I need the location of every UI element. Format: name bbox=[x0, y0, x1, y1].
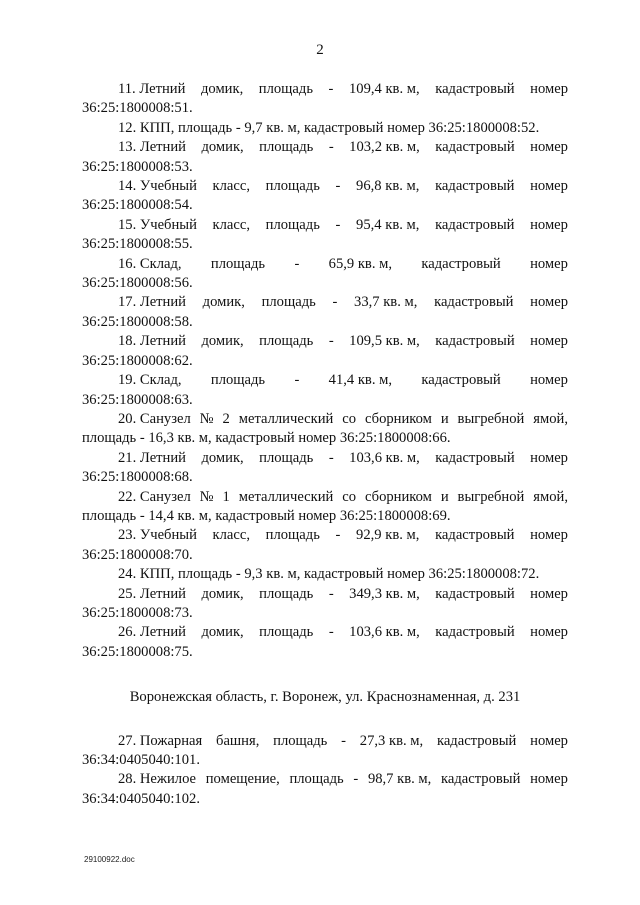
item-continuation: 36:25:1800008:55. bbox=[82, 236, 193, 253]
item-word: ямой, bbox=[533, 488, 568, 505]
item-word: 22. Санузел bbox=[118, 488, 191, 505]
item-continuation: площадь - 14,4 кв. м, кадастровый номер 36:25:1800008:69. bbox=[82, 507, 451, 524]
list-item bbox=[82, 732, 568, 771]
item-word: 24. КПП, площадь - 9,3 кв. м, кадастровый номер 36:25:1800008:72. bbox=[118, 566, 540, 583]
item-word: кадастровый bbox=[435, 624, 515, 641]
item-first-line bbox=[82, 526, 568, 545]
item-word: кадастровый bbox=[436, 732, 517, 749]
item-word: домик, bbox=[201, 333, 244, 350]
item-word: номер bbox=[530, 216, 568, 233]
item-word: со bbox=[342, 410, 357, 427]
item-word: 1 bbox=[222, 488, 230, 505]
item-word: 13. Летний bbox=[118, 139, 186, 156]
item-continuation: 36:25:1800008:51. bbox=[82, 100, 193, 117]
item-word: площадь bbox=[265, 527, 320, 544]
item-word: 27,3 кв. м, bbox=[359, 732, 424, 749]
item-word: - bbox=[335, 216, 341, 233]
item-first-line bbox=[82, 565, 568, 584]
item-word: башня, bbox=[216, 732, 260, 749]
item-word: кадастровый bbox=[435, 81, 515, 97]
item-word: площадь bbox=[259, 139, 314, 156]
item-word: номер bbox=[530, 527, 568, 544]
item-word: кадастровый bbox=[435, 449, 515, 466]
item-word: 103,2 кв. м, bbox=[349, 139, 420, 156]
item-word: площадь bbox=[259, 624, 314, 641]
item-word: 23. Учебный bbox=[118, 527, 197, 544]
item-word: кадастровый bbox=[435, 333, 515, 350]
item-word: площадь bbox=[289, 771, 344, 788]
item-word: - bbox=[328, 585, 334, 602]
list-item bbox=[82, 119, 568, 138]
item-word: площадь bbox=[210, 372, 266, 389]
item-word: - bbox=[328, 81, 334, 97]
item-word: 33,7 кв. м, bbox=[354, 294, 418, 311]
list-item bbox=[82, 80, 568, 119]
item-word: 14. Учебный bbox=[118, 178, 197, 195]
item-first-line bbox=[82, 488, 568, 507]
item-word: кадастровый bbox=[435, 139, 515, 156]
item-first-line bbox=[82, 770, 568, 789]
item-word: кадастровый bbox=[435, 216, 515, 233]
item-word: кадастровый bbox=[435, 585, 515, 602]
item-word: 21. Летний bbox=[118, 449, 186, 466]
item-first-line bbox=[82, 732, 568, 751]
file-name-footer: 29100922.doc bbox=[84, 855, 135, 864]
list-item bbox=[82, 449, 568, 488]
item-word: площадь bbox=[265, 178, 320, 195]
item-word: кадастровый bbox=[421, 372, 501, 389]
item-word: кадастровый bbox=[435, 178, 515, 195]
item-word: 109,5 кв. м, bbox=[349, 333, 420, 350]
item-word: кадастровый bbox=[441, 771, 521, 788]
item-word: кадастровый bbox=[434, 294, 514, 311]
item-word: площадь bbox=[273, 732, 328, 749]
list-item bbox=[82, 488, 568, 527]
list-item bbox=[82, 770, 568, 809]
item-first-line bbox=[82, 293, 568, 312]
item-word: 349,3 кв. м, bbox=[349, 585, 420, 602]
item-word: класс, bbox=[212, 178, 251, 195]
item-first-line bbox=[82, 371, 568, 390]
list-item bbox=[82, 623, 568, 662]
item-word: - bbox=[335, 178, 341, 195]
item-word: кадастровый bbox=[435, 527, 515, 544]
item-word: площадь bbox=[259, 333, 314, 350]
item-word: номер bbox=[530, 449, 568, 466]
item-word: номер bbox=[530, 732, 568, 749]
item-word: 41,4 кв. м, bbox=[328, 372, 393, 389]
item-word: 20. Санузел bbox=[118, 410, 191, 427]
item-word: площадь bbox=[258, 81, 313, 97]
item-word: 92,9 кв. м, bbox=[356, 527, 420, 544]
item-word: металлический bbox=[238, 410, 334, 427]
item-word: номер bbox=[530, 178, 568, 195]
item-word: 103,6 кв. м, bbox=[349, 624, 420, 641]
item-word: - bbox=[294, 372, 300, 389]
item-word: площадь bbox=[210, 255, 266, 272]
item-word: № bbox=[199, 410, 214, 427]
item-word: сборником bbox=[364, 488, 432, 505]
item-word: 25. Летний bbox=[118, 585, 186, 602]
item-word: № bbox=[199, 488, 214, 505]
document-body bbox=[82, 80, 568, 809]
item-word: домик, bbox=[201, 585, 244, 602]
item-word: 12. КПП, площадь - 9,7 кв. м, кадастровый номер 36:25:1800008:52. bbox=[118, 119, 540, 136]
item-continuation: 36:25:1800008:70. bbox=[82, 546, 193, 563]
item-word: 65,9 кв. м, bbox=[328, 255, 393, 272]
list-item bbox=[82, 585, 568, 624]
item-word: 16. Склад, bbox=[118, 255, 182, 272]
item-word: кадастровый bbox=[421, 255, 501, 272]
item-word: - bbox=[328, 333, 334, 350]
list-item bbox=[82, 255, 568, 294]
item-continuation: 36:25:1800008:62. bbox=[82, 352, 193, 369]
property-list-group-1 bbox=[82, 80, 568, 662]
item-word: - bbox=[328, 449, 334, 466]
item-word: выгребной bbox=[457, 488, 525, 505]
item-first-line bbox=[82, 177, 568, 196]
item-word: выгребной bbox=[457, 410, 525, 427]
item-first-line bbox=[82, 332, 568, 351]
item-word: номер bbox=[530, 624, 568, 641]
item-word: номер bbox=[530, 372, 568, 389]
item-word: площадь bbox=[261, 294, 316, 311]
item-word: класс, bbox=[212, 216, 251, 233]
list-item bbox=[82, 332, 568, 371]
item-word: домик, bbox=[201, 139, 244, 156]
item-word: 96,8 кв. м, bbox=[356, 178, 420, 195]
item-continuation: 36:25:1800008:75. bbox=[82, 643, 193, 660]
item-word: - bbox=[353, 771, 359, 788]
list-item bbox=[82, 293, 568, 332]
item-word: 18. Летний bbox=[118, 333, 186, 350]
item-word: 98,7 кв. м, bbox=[367, 771, 432, 788]
list-item bbox=[82, 177, 568, 216]
item-word: - bbox=[335, 527, 341, 544]
item-word: - bbox=[294, 255, 300, 272]
item-word: со bbox=[342, 488, 357, 505]
list-item bbox=[82, 371, 568, 410]
address-heading: Воронежская область, г. Воронеж, ул. Краснознаменная, д. 231 bbox=[129, 689, 521, 706]
list-item bbox=[82, 138, 568, 177]
item-word: площадь bbox=[259, 449, 314, 466]
item-word: 15. Учебный bbox=[118, 216, 197, 233]
item-word: домик, bbox=[201, 624, 244, 641]
item-word: домик, bbox=[201, 449, 244, 466]
item-word: площадь bbox=[265, 216, 320, 233]
item-word: 28. Нежилое bbox=[118, 771, 197, 788]
item-word: 11. Летний bbox=[118, 81, 186, 97]
item-word: домик, bbox=[201, 81, 244, 97]
item-word: номер bbox=[530, 139, 568, 156]
item-word: помещение, bbox=[205, 771, 280, 788]
item-word: - bbox=[328, 139, 334, 156]
item-word: 109,4 кв. м, bbox=[348, 81, 420, 97]
item-word: 19. Склад, bbox=[118, 372, 182, 389]
item-continuation: 36:25:1800008:58. bbox=[82, 313, 193, 330]
item-word: металлический bbox=[238, 488, 334, 505]
item-continuation: 36:25:1800008:53. bbox=[82, 158, 193, 175]
item-continuation: 36:25:1800008:73. bbox=[82, 604, 193, 621]
item-word: номер bbox=[530, 81, 568, 97]
item-word: - bbox=[328, 624, 334, 641]
item-continuation: 36:25:1800008:68. bbox=[82, 469, 193, 486]
item-first-line bbox=[82, 138, 568, 157]
item-continuation: 36:25:1800008:56. bbox=[82, 275, 193, 292]
item-first-line bbox=[82, 216, 568, 235]
item-word: номер bbox=[530, 585, 568, 602]
item-word: номер bbox=[530, 294, 568, 311]
item-word: 95,4 кв. м, bbox=[356, 216, 420, 233]
item-first-line bbox=[82, 119, 568, 138]
item-first-line bbox=[82, 623, 568, 642]
item-word: 2 bbox=[222, 410, 230, 427]
item-word: класс, bbox=[212, 527, 251, 544]
item-word: сборником bbox=[364, 410, 432, 427]
item-word: и bbox=[440, 410, 449, 427]
list-item bbox=[82, 526, 568, 565]
item-first-line bbox=[82, 80, 568, 99]
item-word: и bbox=[440, 488, 449, 505]
item-first-line bbox=[82, 410, 568, 429]
item-word: ямой, bbox=[533, 410, 568, 427]
list-item bbox=[82, 565, 568, 584]
page-number: 2 bbox=[316, 42, 324, 58]
item-word: - bbox=[332, 294, 338, 311]
item-continuation: 36:34:0405040:101. bbox=[82, 752, 200, 768]
item-word: - bbox=[341, 732, 346, 749]
item-word: 26. Летний bbox=[118, 624, 186, 641]
item-first-line bbox=[82, 585, 568, 604]
item-first-line bbox=[82, 255, 568, 274]
item-continuation: 36:34:0405040:102. bbox=[82, 790, 200, 807]
item-word: номер bbox=[530, 771, 568, 788]
item-word: домик, bbox=[202, 294, 245, 311]
item-word: 17. Летний bbox=[118, 294, 186, 311]
list-item bbox=[82, 410, 568, 449]
list-item bbox=[82, 216, 568, 255]
item-continuation: 36:25:1800008:63. bbox=[82, 391, 193, 408]
item-word: 103,6 кв. м, bbox=[349, 449, 420, 466]
item-word: площадь bbox=[259, 585, 314, 602]
item-word: номер bbox=[530, 255, 568, 272]
item-continuation: площадь - 16,3 кв. м, кадастровый номер 36:25:1800008:66. bbox=[82, 430, 451, 447]
item-first-line bbox=[82, 449, 568, 468]
item-continuation: 36:25:1800008:54. bbox=[82, 197, 193, 214]
item-word: 27. Пожарная bbox=[118, 732, 203, 749]
property-list-group-2 bbox=[82, 732, 568, 810]
item-word: номер bbox=[530, 333, 568, 350]
